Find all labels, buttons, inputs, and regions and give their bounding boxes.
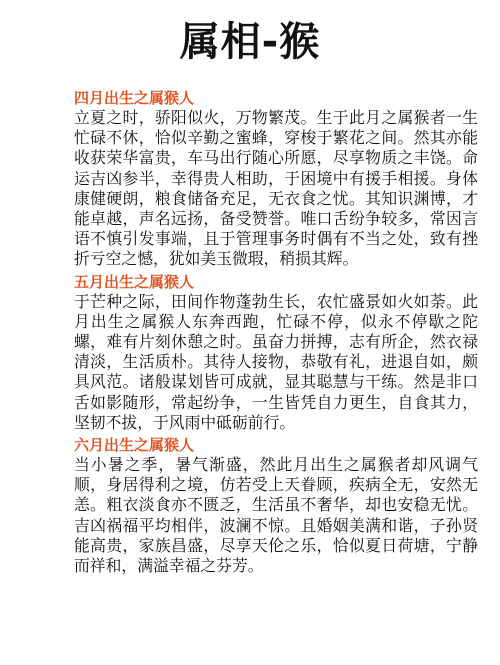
document-page (0, 18, 500, 665)
section-heading-june: 六月出生之属猴人 (74, 436, 195, 455)
section-heading-april: 四月出生之属猴人 (74, 89, 195, 107)
section-body-june: 当小暑之季，暑气渐盛，然此月出生之属猴者却风调气顺，身居得利之境，仿若受上天眷顾，疾病全无，安然无恙。粗衣淡食亦不匮乏，生活虽不奢华，却也安稳无忧。吉凶祸福平均相伴，波澜不惊。且婚姻美满和谐，子孙贤能高贵，家族昌盛，尽享天伦之乐，恰似夏日荷塘，宁静而祥和，满溢幸福之芬芳。 (74, 455, 478, 576)
section-may (74, 272, 478, 433)
section-body-may: 于芒种之际，田间作物蓬勃生长，农忙盛景如火如荼。此月出生之属猴人东奔西跑，忙碌不停，似永不停歇之陀螺，难有片刻休憩之时。虽奋力拼搏，志有所企，然衣禄清淡，生活质朴。其待人接物，恭敬有礼，进退自如，颇具风范。诸般谋划皆可成就，显其聪慧与干练。然是非口舌如影随形，常起纷争，一生皆凭自力更生，自食其力，坚韧不拔，于风雨中砥砺前行。 (74, 291, 478, 432)
section-body-april: 立夏之时，骄阳似火，万物繁茂。生于此月之属猴者一生忙碌不休，恰似辛勤之蜜蜂，穿梭于繁花之间。然其亦能收获荣华富贵，车马出行随心所愿，尽享物质之丰饶。命运吉凶参半，幸得贵人相助，于困境中有援手相援。身体康健硬朗，粮食储备充足，无衣食之忧。其知识渊博，才能卓越，声名远扬，备受赞誉。唯口舌纷争较多，常因言语不慎引发事端，且于管理事务时偶有不当之处，致有挫折亏空之憾，犹如美玉微瑕，稍损其辉。 (74, 108, 478, 269)
page-title: 属相-猴 (179, 19, 321, 65)
section-april (74, 88, 478, 270)
section-heading-may: 五月出生之属猴人 (74, 272, 195, 291)
section-june (74, 435, 478, 576)
